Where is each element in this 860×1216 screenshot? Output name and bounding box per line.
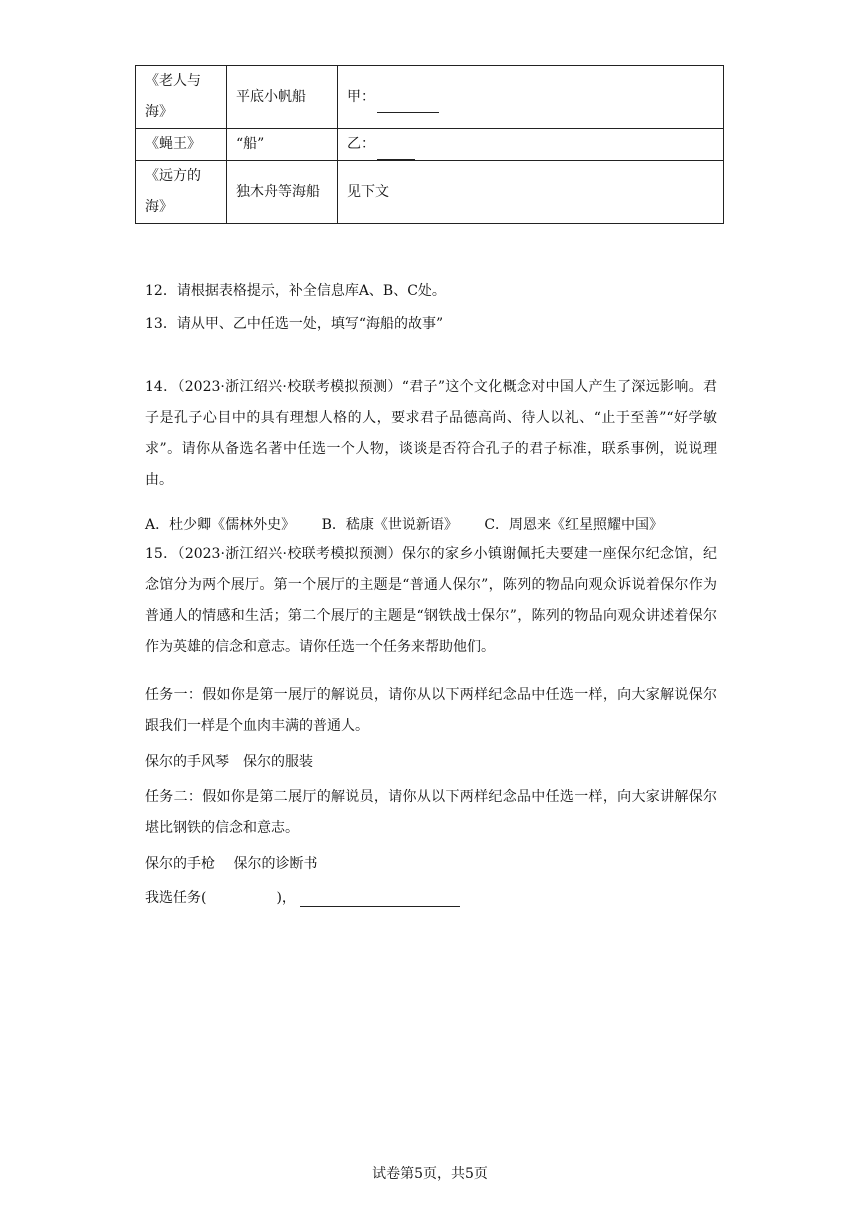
answer-field[interactable]: [300, 890, 460, 907]
ship-info-table: [135, 65, 724, 224]
answer-line: [145, 887, 460, 907]
story-cell: [338, 129, 724, 161]
ship-cell: “船”: [227, 129, 338, 161]
option-a: A．杜少卿《儒林外史》: [145, 517, 296, 533]
story-label: 乙：: [347, 136, 375, 152]
option-b: B．嵇康《世说新语》: [321, 517, 458, 533]
story-label: 甲：: [347, 88, 375, 105]
option-c: C．周恩来《红星照耀中国》: [484, 517, 664, 533]
table-row: [136, 161, 724, 224]
answer-blank[interactable]: [377, 141, 415, 160]
story-cell: [338, 66, 724, 129]
question-12: 12．请根据表格提示，补全信息库A、B、C处。: [145, 283, 446, 299]
task-one-items: 保尔的手风琴 保尔的服装: [145, 754, 313, 770]
answer-prefix: 我选任务( )，: [145, 890, 296, 906]
book-cell: 《蝇王》: [136, 129, 227, 161]
task-two: 任务二：假如你是第二展厅的解说员，请你从以下两样纪念品中任选一样，向大家讲解保尔堪比钢铁的信念和意志。: [145, 789, 717, 836]
task-two-items: 保尔的手枪 保尔的诊断书: [145, 856, 318, 872]
question-14-options: [145, 514, 685, 534]
question-15: 15．（2023·浙江绍兴·校联考模拟预测）保尔的家乡小镇谢佩托夫要建一座保尔纪念馆，纪念馆分为两个展厅。第一个展厅的主题是“普通人保尔”，陈列的物品向观众诉说着保尔作为普通人的情感和生活；第二个展厅的主题是“钢铁战士保尔”，陈列的物品向观众讲述着保尔作为英雄的信念和意志。请你任选一个任务来帮助他们。: [145, 546, 717, 655]
story-cell: 见下文: [338, 161, 724, 224]
book-cell: 《远方的海》: [136, 161, 227, 224]
page-footer: 试卷第5页，共5页: [372, 1166, 488, 1182]
question-14: 14．（2023·浙江绍兴·校联考模拟预测）“君子”这个文化概念对中国人产生了深远影响。君子是孔子心目中的具有理想人格的人，要求君子品德高尚、待人以礼、“止于至善”“好学敏求”。请你从备选名著中任选一个人物，谈谈是否符合孔子的君子标准，联系事例，说说理由。: [145, 379, 717, 488]
table-row: [136, 66, 724, 129]
ship-cell: 平底小帆船: [227, 66, 338, 129]
ship-cell: 独木舟等海船: [227, 161, 338, 224]
question-13: 13．请从甲、乙中任选一处，填写“海船的故事”: [145, 316, 444, 332]
task-one: 任务一：假如你是第一展厅的解说员，请你从以下两样纪念品中任选一样，向大家解说保尔跟我们一样是个血肉丰满的普通人。: [145, 687, 717, 734]
answer-blank[interactable]: [377, 94, 439, 113]
table-row: [136, 129, 724, 161]
book-cell: 《老人与海》: [136, 66, 227, 129]
